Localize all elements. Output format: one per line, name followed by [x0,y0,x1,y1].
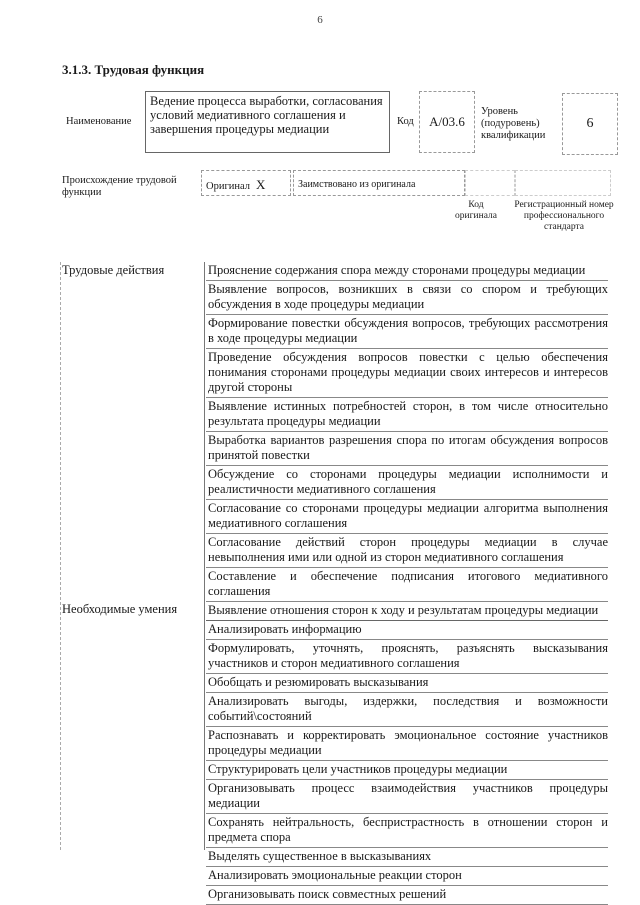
code-value-box: А/03.6 [419,91,475,153]
level-value-box: 6 [562,93,618,155]
skill-item: Формулировать, уточнять, прояснять, разъяснять высказывания участников и сторон медиативного соглашения [206,640,608,674]
code-original-label: Код оригинала [455,200,497,221]
code-original-box [465,170,515,196]
labor-action-item: Выявление истинных потребностей сторон, в том числе относительно результата процедуры медиации [206,398,608,432]
skill-item: Структурировать цели участников процедуры медиации [206,761,608,780]
reg-number-box [515,170,611,196]
skill-item: Распознавать и корректировать эмоциональное состояние участников процедуры медиации [206,727,608,761]
skill-item: Сохранять нейтральность, беспристрастность в отношении сторон и предмета спора [206,814,608,848]
skill-item: Обобщать и резюмировать высказывания [206,674,608,693]
items-column [206,262,608,905]
original-mark: Х [256,177,266,192]
labor-action-item: Прояснение содержания спора между сторонами процедуры медиации [206,262,608,281]
labor-action-item: Составление и обеспечение подписания итогового медиативного соглашения [206,568,608,602]
section-heading: 3.1.3. Трудовая функция [62,62,205,77]
table-column-divider [204,262,205,850]
origin-label: Происхождение трудовой функции [62,175,177,198]
labor-action-item: Выработка вариантов разрешения спора по итогам обсуждения вопросов принятой повестки [206,432,608,466]
skill-item: Выделять существенное в высказываниях [206,848,608,867]
labor-action-item: Согласование действий сторон процедуры медиации в случае невыполнения ими или одной из сторон медиативного соглашения [206,534,608,568]
skill-item: Организовывать процесс взаимодействия участников процедуры медиации [206,780,608,814]
reg-number-label: Регистрационный номер профессионального стандарта [514,200,614,232]
skill-item: Анализировать эмоциональные реакции сторон [206,867,608,886]
skill-item: Организовывать поиск совместных решений [206,886,608,905]
original-label: Оригинал [206,181,250,192]
table-left-border [60,262,61,850]
page-number: 6 [317,14,323,26]
original-box [201,170,291,196]
section-label-labor-actions: Трудовые действия [62,263,165,277]
skill-item: Анализировать выгоды, издержки, последствия и возможности событий\состояний [206,693,608,727]
section-label-required-skills: Необходимые умения [62,602,178,616]
borrowed-box: Заимствовано из оригинала [293,170,465,196]
labor-action-item: Формирование повестки обсуждения вопросов, требующих рассмотрения в ходе процедуры медиации [206,315,608,349]
skill-item: Анализировать информацию [206,621,608,640]
code-label: Код [397,116,414,127]
level-label: Уровень (подуровень) квалификации [481,106,546,141]
name-label: Наименование [66,116,132,127]
labor-action-item: Выявление отношения сторон к ходу и результатам процедуры медиации [206,602,608,621]
labor-action-item: Проведение обсуждения вопросов повестки с целью обеспечения понимания сторонами процедуры медиации своих интересов и интересов другой стороны [206,349,608,398]
labor-action-item: Согласование со сторонами процедуры медиации алгоритма выполнения медиативного соглашения [206,500,608,534]
name-value-box: Ведение процесса выработки, согласования условий медиативного соглашения и завершения процедуры медиации [145,91,390,153]
labor-action-item: Обсуждение со сторонами процедуры медиации исполнимости и реалистичности медиативного соглашения [206,466,608,500]
labor-action-item: Выявление вопросов, возникших в связи со спором и требующих обсуждения в ходе процедуры медиации [206,281,608,315]
